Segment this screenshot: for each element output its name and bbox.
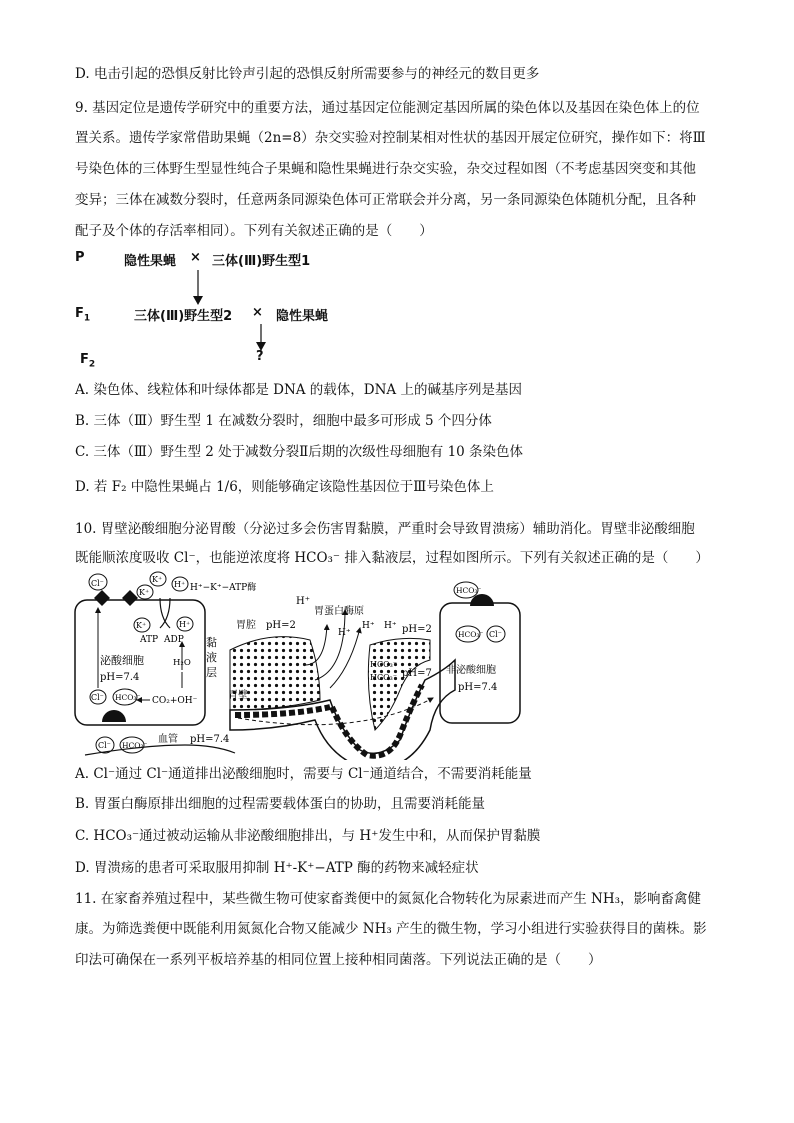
cl-out-top: Cl⁻ xyxy=(91,579,104,588)
p-parent-trisomy: 三体(Ⅲ)野生型1 xyxy=(212,254,311,269)
k-ion-2: K⁺ xyxy=(152,575,163,584)
h2o-label: H₂O xyxy=(173,658,191,668)
gastric-ph: pH=2 xyxy=(266,620,296,631)
hco3-cell: HCO₃⁻ xyxy=(458,630,484,639)
q11-stem-line-1: 11. 在家畜养殖过程中，某些微生物可使家畜粪便中的氮氮化合物转化为尿素进而产生 NH₃，影响畜禽健 xyxy=(75,891,702,907)
hco3-out: HCO₃⁻ xyxy=(456,586,482,595)
ph2-right: pH=2 xyxy=(402,624,432,635)
non-parietal-cell-figure xyxy=(436,578,526,728)
h-ion-out: H⁺ xyxy=(174,580,186,589)
hco3-mucus-b: HCO₃⁻ xyxy=(370,673,398,682)
co2-oh-label: CO₂+OH⁻ xyxy=(152,696,198,706)
p-parent-recessive: 隐性果蝇 xyxy=(124,254,177,269)
p-generation-label: P xyxy=(75,250,85,265)
q9-option-b: B. 三体（Ⅲ）野生型 1 在减数分裂时，细胞中最多可形成 5 个四分体 xyxy=(75,413,492,429)
q10-option-b: B. 胃蛋白酶原排出细胞的过程需要载体蛋白的协助，且需要消耗能量 xyxy=(75,796,486,812)
q10-option-a: A. Cl⁻通过 Cl⁻通道排出泌酸细胞时，需要与 Cl⁻通道结合，不需要消耗能量 xyxy=(75,766,532,782)
hco3-mucus-a: HCO₃⁻ xyxy=(370,660,398,669)
stomach-wall-label: 胃壁 xyxy=(228,690,248,701)
f2-unknown: ? xyxy=(256,349,264,364)
stomach-wall-section xyxy=(206,596,455,760)
adp-label: ADP xyxy=(164,635,184,645)
atp-label: ATP xyxy=(140,635,159,645)
pump-label: H⁺−K⁺−ATP酶 xyxy=(190,583,257,593)
h-ion-a: H⁺ xyxy=(338,628,351,638)
k-ion-1: K⁺ xyxy=(139,588,150,597)
pepsinogen-label: 胃蛋白酶原 xyxy=(314,606,364,617)
f1-generation-label: $F_1$ xyxy=(75,306,91,324)
blood-ph: pH=7.4 xyxy=(190,734,230,745)
hco3-blood: HCO₃⁻ xyxy=(122,741,148,750)
h-ion-b: H⁺ xyxy=(362,621,375,631)
q9-stem-line-4: 变异；三体在减数分裂时，任意两条同源染色体可正常联会并分离，另一条同源染色体随机分配，且各种 xyxy=(75,192,696,208)
q10-option-c: C. HCO₃⁻通过被动运输从非泌酸细胞排出，与 H⁺发生中和，从而保护胃黏膜 xyxy=(75,828,541,844)
ph7-label: pH=7 xyxy=(402,668,432,679)
q11-stem-line-3: 印法可确保在一系列平板培养基的相同位置上接种相同菌落。下列说法正确的是（ ） xyxy=(75,952,602,968)
blood-vessel-label: 血管 xyxy=(158,734,178,745)
gastric-cavity-label: 胃腔 xyxy=(236,620,256,631)
f1-parent-recessive: 隐性果蝇 xyxy=(276,309,329,324)
cl-cell: Cl⁻ xyxy=(489,630,502,639)
mucus-label-2: 液 xyxy=(206,651,217,664)
cl-blood: Cl⁻ xyxy=(98,741,111,750)
parietal-cell xyxy=(75,572,256,755)
q9-option-c: C. 三体（Ⅲ）野生型 2 处于减数分裂Ⅱ后期的次级性母细胞有 10 条染色体 xyxy=(75,444,524,460)
q10-stem-line-1: 10. 胃壁泌酸细胞分泌胃酸（分泌过多会伤害胃黏膜，严重时会导致胃溃疡）辅助消化。胃壁非泌酸细胞 xyxy=(75,521,695,537)
q10-option-d: D. 胃溃疡的患者可采取服用抑制 H⁺-K⁺−ATP 酶的药物来减轻症状 xyxy=(75,860,479,876)
q9-option-d: D. 若 F₂ 中隐性果蝇占 1/6，则能够确定该隐性基因位于Ⅲ号染色体上 xyxy=(75,479,494,495)
h-ion-rise: H⁺ xyxy=(296,596,310,607)
p-to-f1-arrow xyxy=(188,268,208,306)
non-parietal-cell-label: 非泌酸细胞 xyxy=(446,665,496,676)
p-cross-symbol: × xyxy=(190,250,201,265)
f1-cross-symbol: × xyxy=(252,305,263,320)
hco3-in: HCO₃⁻ xyxy=(115,693,141,702)
q9-stem-line-1: 9. 基因定位是遗传学研究中的重要方法，通过基因定位能测定基因所属的染色体以及基因在染色体上的位 xyxy=(75,100,700,116)
h-ion-c: H⁺ xyxy=(384,621,397,631)
q10-stem-line-2: 既能顺浓度吸收 Cl⁻，也能逆浓度将 HCO₃⁻ 排入黏液层，过程如图所示。下列有关叙述正确的是（ ） xyxy=(75,550,709,566)
non-parietal-ph: pH=7.4 xyxy=(458,682,498,693)
mucus-label-3: 层 xyxy=(206,666,217,679)
q9-stem-line-5: 配子及个体的存活率相同）。下列有关叙述正确的是（ ） xyxy=(75,223,433,239)
k-ion-in: K⁺ xyxy=(136,621,147,630)
mucus-label-1: 黏 xyxy=(206,636,217,649)
q11-stem-line-2: 康。为筛选粪便中既能利用氮氮化合物又能减少 NH₃ 产生的微生物，学习小组进行实验获得目的菌株。影 xyxy=(75,921,707,937)
f1-parent-trisomy: 三体(Ⅲ)野生型2 xyxy=(134,309,233,324)
h-ion-in: H⁺ xyxy=(179,620,191,629)
f1-to-f2-arrow xyxy=(251,322,271,352)
q9-stem-line-3: 号染色体的三体野生型显性纯合子果蝇和隐性果蝇进行杂交实验，杂交过程如图（不考虑基因突变和其他 xyxy=(75,161,696,177)
q9-stem-line-2: 置关系。遗传学家常借助果蝇（2n=8）杂交实验对控制某相对性状的基因开展定位研究，操作如下：将Ⅲ xyxy=(75,130,706,146)
cl-in: Cl⁻ xyxy=(91,693,104,702)
f2-generation-label: $F_2$ xyxy=(80,352,96,370)
q9-option-a: A. 染色体、线粒体和叶绿体都是 DNA 的载体，DNA 上的碱基序列是基因 xyxy=(75,382,522,398)
parietal-ph: pH=7.4 xyxy=(100,672,140,683)
q8-option-d: D. 电击引起的恐惧反射比铃声引起的恐惧反射所需要参与的神经元的数目更多 xyxy=(75,66,540,82)
parietal-cell-label: 泌酸细胞 xyxy=(100,654,144,667)
